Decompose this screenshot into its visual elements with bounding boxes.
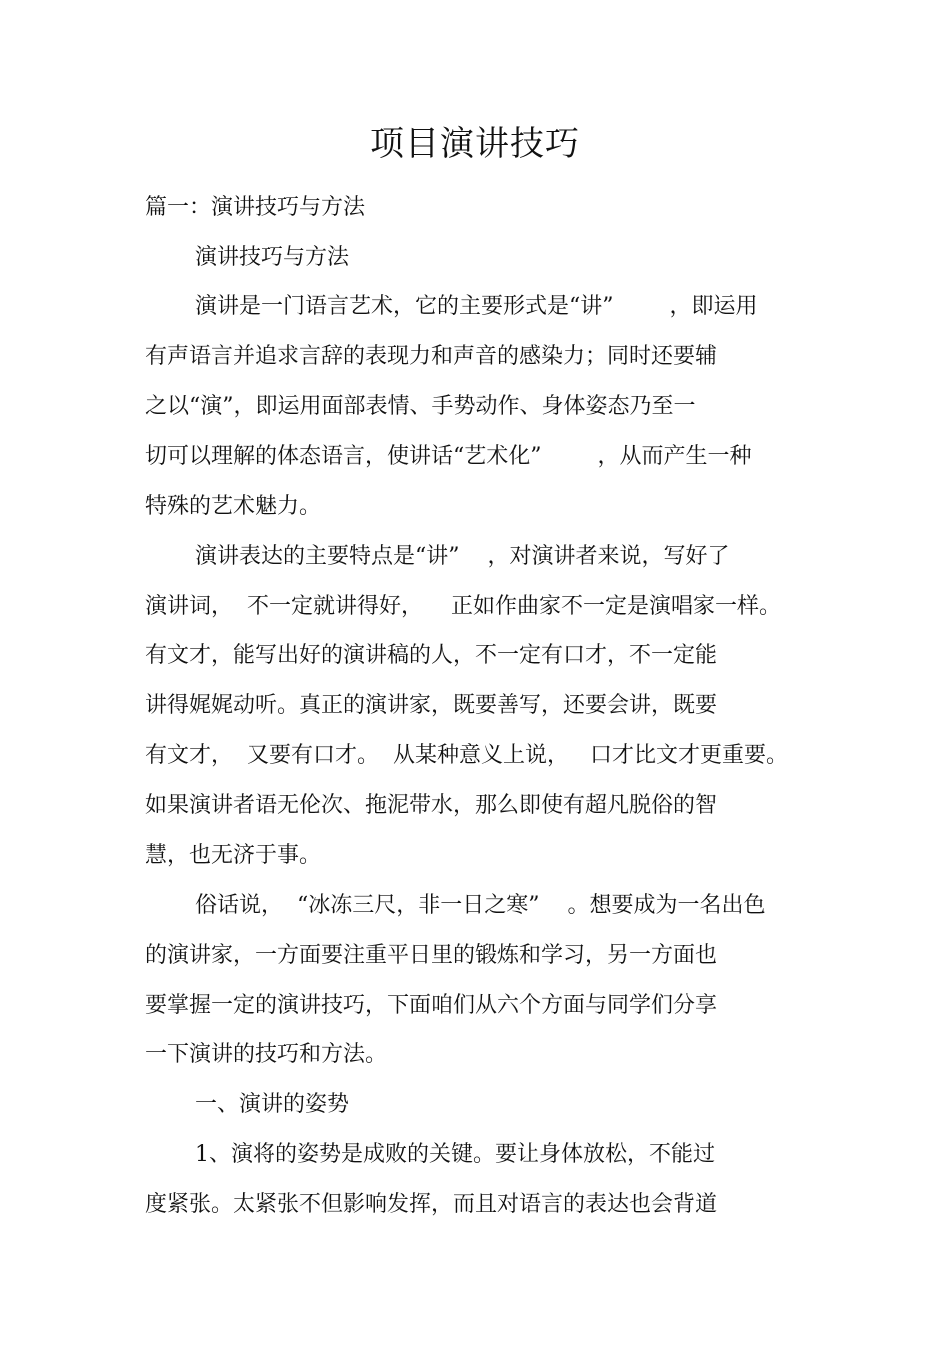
paragraph-line: 慧，也无济于事。 [145,843,322,868]
paragraph-line: 演讲表达的主要特点是“讲” ，对演讲者来说，写好了 [195,544,730,569]
paragraph-line: 有声语言并追求言辞的表现力和声音的感染力；同时还要辅 [145,344,718,369]
subtitle: 演讲技巧与方法 [195,245,350,270]
paragraph-line: 讲得娓娓动听。真正的演讲家，既要善写，还要会讲，既要 [145,693,718,718]
paragraph-line: 演讲是一门语言艺术，它的主要形式是“讲” ，即运用 [195,294,758,319]
paragraph-line: 特殊的艺术魅力。 [145,494,322,519]
paragraph-line: 俗话说， “冰冻三尺，非一日之寒” 。想要成为一名出色 [195,893,766,918]
paragraph-line: 如果演讲者语无伦次、拖泥带水，那么即使有超凡脱俗的智 [145,793,718,818]
paragraph-line: 度紧张。太紧张不但影响发挥，而且对语言的表达也会背道 [145,1192,718,1217]
paragraph-line: 有文才， 又要有口才。 从某种意义上说， 口才比文才更重要。 [145,743,788,768]
paragraph-line: 1、演将的姿势是成败的关键。要让身体放松，不能过 [195,1142,715,1167]
section-heading: 篇一：演讲技巧与方法 [145,195,366,220]
paragraph-line: 演讲词， 不一定就讲得好， 正如作曲家不一定是演唱家一样。 [145,594,781,619]
paragraph-line: 一下演讲的技巧和方法。 [145,1042,388,1067]
paragraph-line: 要掌握一定的演讲技巧，下面咱们从六个方面与同学们分享 [145,993,718,1018]
paragraph-line: 的演讲家，一方面要注重平日里的锻炼和学习，另一方面也 [145,943,718,968]
section-subheading: 一、演讲的姿势 [195,1092,350,1117]
document-title: 项目演讲技巧 [370,124,580,164]
paragraph-line: 之以“演”，即运用面部表情、手势动作、身体姿态乃至一 [145,394,696,419]
paragraph-line: 切可以理解的体态语言，使讲话“艺术化” ，从而产生一种 [145,444,752,469]
paragraph-line: 有文才，能写出好的演讲稿的人，不一定有口才，不一定能 [145,643,718,668]
